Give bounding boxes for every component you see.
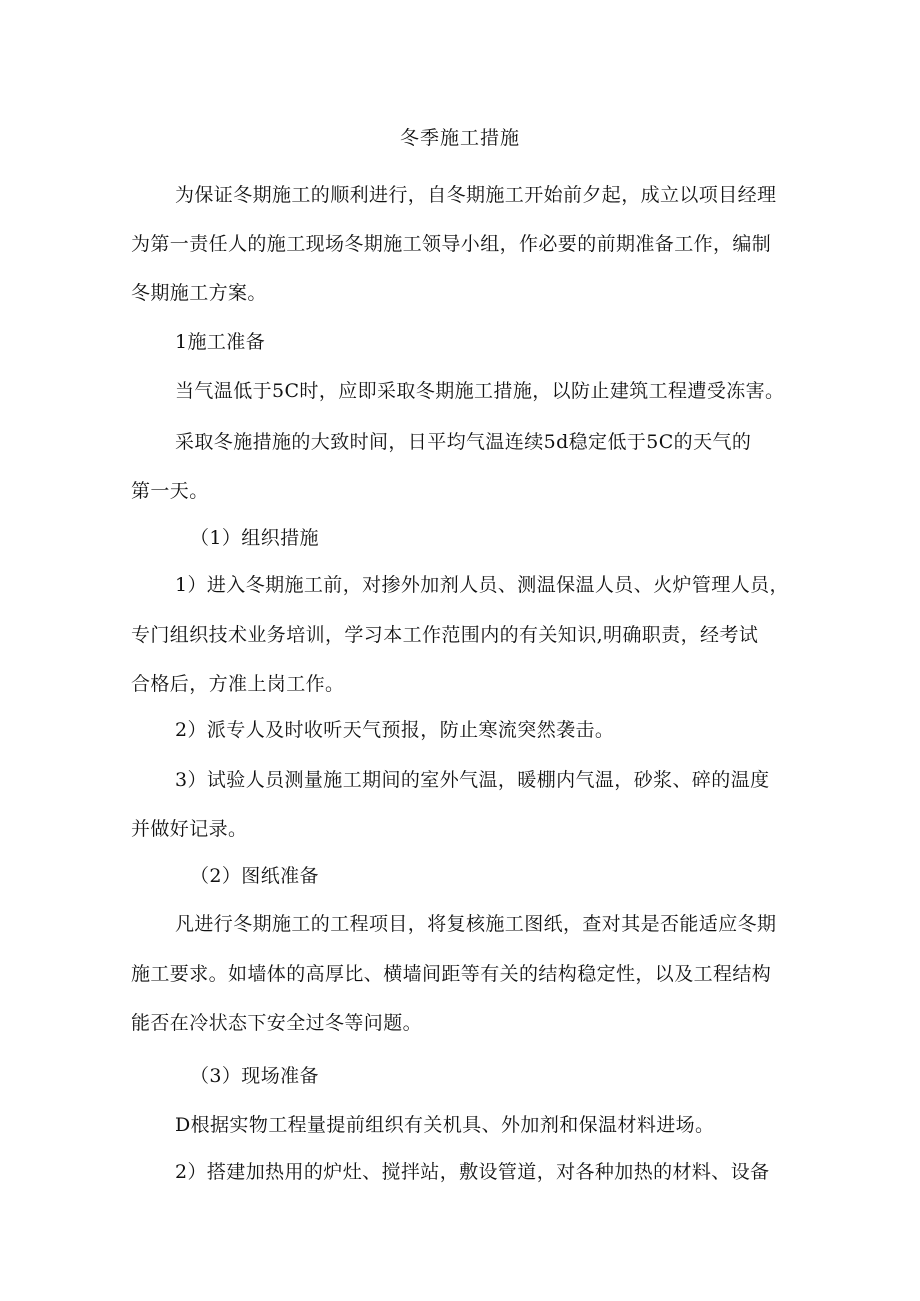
paragraph-line: 2）搭建加热用的炉灶、搅拌站，敷设管道，对各种加热的材料、设备: [175, 1161, 770, 1183]
paragraph-line: 当气温低于5C时，应即采取冬期施工措施，以防止建筑工程遭受冻害。: [175, 380, 785, 402]
subsection-heading: （2）图纸准备: [190, 865, 319, 887]
paragraph-line: 为第一责任人的施工现场冬期施工领导小组，作必要的前期准备工作，编制: [131, 233, 772, 255]
paragraph-line: 专门组织技术业务培训，学习本工作范围内的有关知识,明确职责，经考试: [131, 624, 759, 646]
paragraph-line: 3）试验人员测量施工期间的室外气温，暖棚内气温，砂浆、碎的温度: [175, 769, 770, 791]
section-heading: 1施工准备: [175, 331, 266, 353]
paragraph-line: D根据实物工程量提前组织有关机具、外加剂和保温材料进场。: [175, 1114, 715, 1136]
paragraph-line: 能否在冷状态下安全过冬等问题。: [131, 1012, 423, 1034]
paragraph-line: 为保证冬期施工的顺利进行，自冬期施工开始前夕起，成立以项目经理: [175, 184, 777, 206]
paragraph-line: 1）进入冬期施工前，对掺外加剂人员、测温保温人员、火炉管理人员，: [175, 574, 789, 596]
subsection-heading: （1）组织措施: [190, 527, 319, 549]
document-title: 冬季施工措施: [399, 127, 520, 149]
subsection-heading: （3）现场准备: [190, 1065, 319, 1087]
paragraph-line: 2）派专人及时收听天气预报，防止寒流突然袭击。: [175, 719, 615, 741]
paragraph-line: 并做好记录。: [131, 818, 248, 840]
paragraph-line: 采取冬施措施的大致时间，日平均气温连续5d稳定低于5C的天气的: [175, 431, 752, 453]
paragraph-line: 冬期施工方案。: [131, 282, 267, 304]
paragraph-line: 第一天。: [131, 480, 209, 502]
paragraph-line: 凡进行冬期施工的工程项目，将复核施工图纸，查对其是否能适应冬期: [175, 913, 777, 935]
paragraph-line: 合格后，方准上岗工作。: [131, 673, 345, 695]
paragraph-line: 施工要求。如墙体的高厚比、横墙间距等有关的结构稳定性，以及工程结构: [131, 963, 772, 985]
